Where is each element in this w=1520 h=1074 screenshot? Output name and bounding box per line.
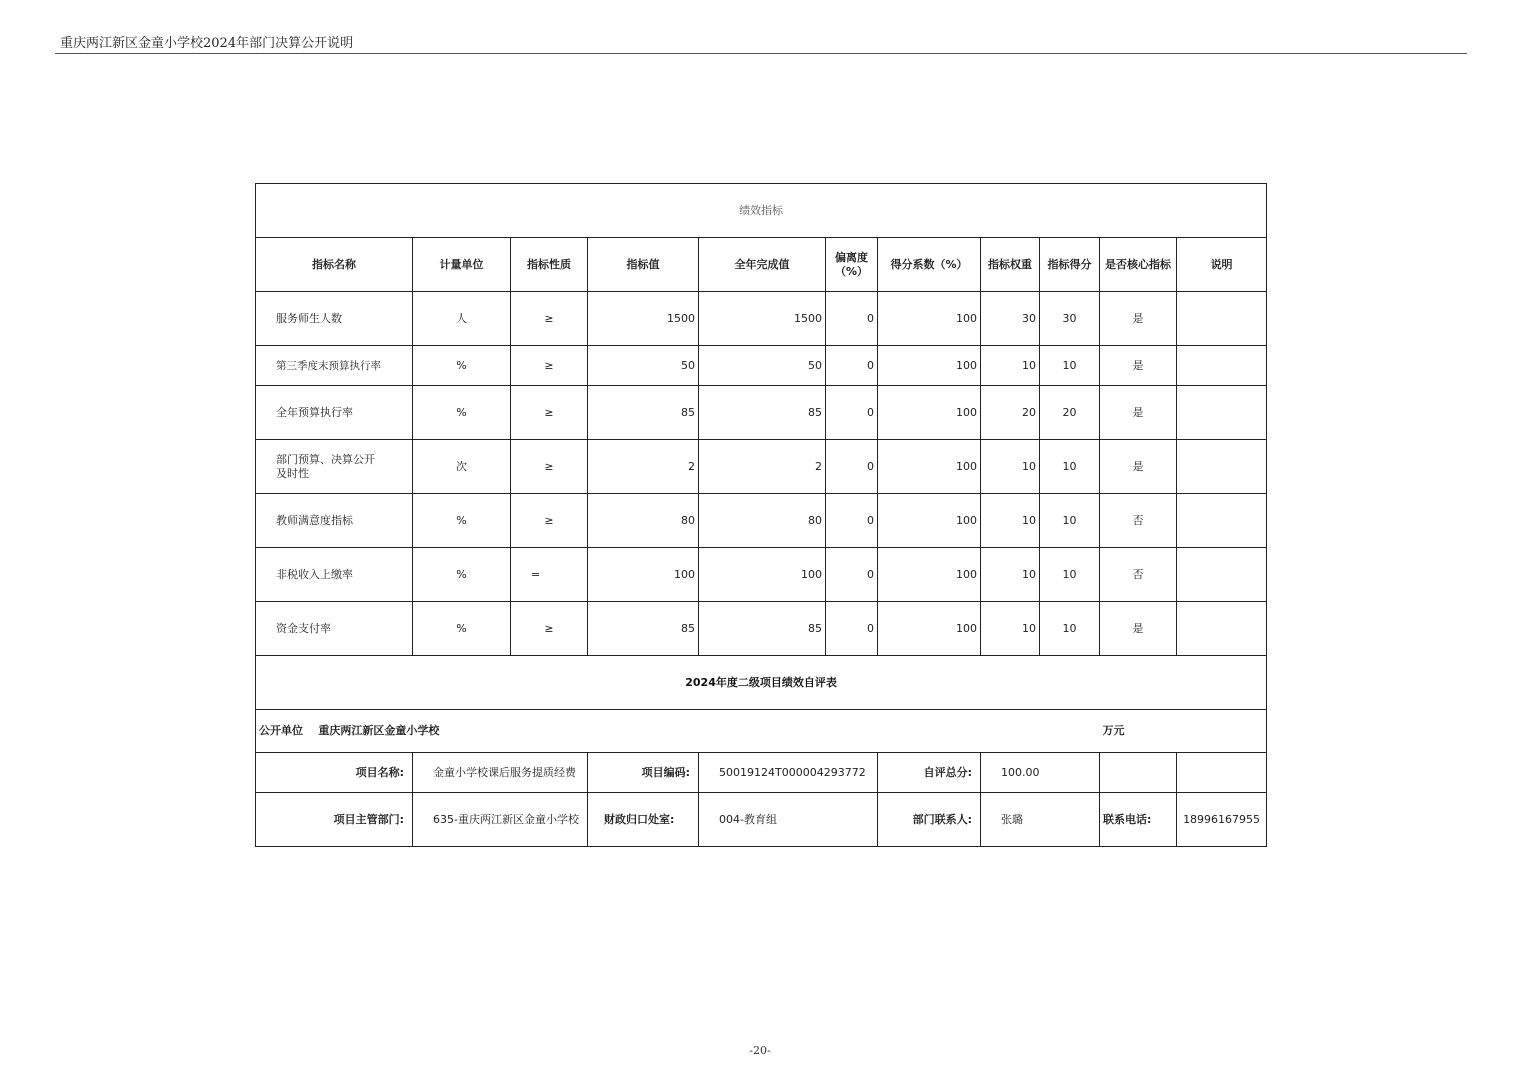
col-header: 得分系数（%） — [878, 238, 981, 292]
col-header: 全年完成值 — [699, 238, 826, 292]
cell-name: 服务师生人数 — [256, 292, 413, 346]
cell-unit: % — [413, 602, 511, 656]
cell-target: 1500 — [588, 292, 699, 346]
cell-score: 30 — [1040, 292, 1100, 346]
cell-actual: 1500 — [699, 292, 826, 346]
project-name-value: 金童小学校课后服务提质经费 — [413, 753, 588, 793]
column-header-row — [256, 238, 1267, 292]
col-header: 指标值 — [588, 238, 699, 292]
cell-note — [1177, 494, 1267, 548]
cell-weight: 10 — [981, 440, 1040, 494]
performance-table — [255, 183, 1267, 847]
cell-core: 是 — [1100, 346, 1177, 386]
cell-nature: ≥ — [511, 292, 588, 346]
cell-deviation: 0 — [826, 386, 878, 440]
cell-unit: % — [413, 346, 511, 386]
info-row-2 — [256, 793, 1267, 847]
cell-target: 80 — [588, 494, 699, 548]
cell-unit: 人 — [413, 292, 511, 346]
cell-coef: 100 — [878, 346, 981, 386]
cell-actual: 80 — [699, 494, 826, 548]
col-header: 指标名称 — [256, 238, 413, 292]
project-name-label: 项目名称: — [256, 753, 413, 793]
col-header: 偏离度（%） — [826, 238, 878, 292]
col-header: 是否核心指标 — [1100, 238, 1177, 292]
contact-value: 张璐 — [981, 793, 1100, 847]
cell-weight: 10 — [981, 548, 1040, 602]
cell-deviation: 0 — [826, 548, 878, 602]
cell-nature: ≥ — [511, 386, 588, 440]
phone-value: 18996167955 — [1177, 793, 1267, 847]
cell-deviation: 0 — [826, 494, 878, 548]
section-title: 绩效指标 — [256, 184, 1267, 238]
cell-score: 10 — [1040, 548, 1100, 602]
cell-weight: 10 — [981, 346, 1040, 386]
dept-value: 635-重庆两江新区金童小学校 — [413, 793, 588, 847]
form-title: 2024年度二级项目绩效自评表 — [256, 656, 1267, 710]
table-row — [256, 292, 1267, 346]
cell-coef: 100 — [878, 440, 981, 494]
unit-row — [256, 710, 1267, 753]
table-row — [256, 440, 1267, 494]
table-row — [256, 386, 1267, 440]
table-row — [256, 346, 1267, 386]
unit-label: 公开单位 — [259, 724, 303, 737]
col-header: 指标性质 — [511, 238, 588, 292]
cell-nature: ≥ — [511, 440, 588, 494]
col-header: 指标权重 — [981, 238, 1040, 292]
cell-coef: 100 — [878, 548, 981, 602]
cell-score: 10 — [1040, 440, 1100, 494]
cell-core: 否 — [1100, 494, 1177, 548]
cell-actual: 50 — [699, 346, 826, 386]
finance-value: 004-教育组 — [699, 793, 878, 847]
cell-name: 资金支付率 — [256, 602, 413, 656]
cell-core: 是 — [1100, 440, 1177, 494]
phone-label: 联系电话: — [1100, 793, 1177, 847]
cell-target: 100 — [588, 548, 699, 602]
cell-deviation: 0 — [826, 602, 878, 656]
cell-unit: % — [413, 494, 511, 548]
cell-core: 是 — [1100, 292, 1177, 346]
cell-coef: 100 — [878, 386, 981, 440]
cell-core: 是 — [1100, 386, 1177, 440]
cell-note — [1177, 292, 1267, 346]
document-header-title: 重庆两江新区金童小学校2024年部门决算公开说明 — [60, 36, 354, 51]
cell-target: 85 — [588, 386, 699, 440]
cell-unit: 次 — [413, 440, 511, 494]
cell-weight: 30 — [981, 292, 1040, 346]
cell-actual: 85 — [699, 602, 826, 656]
cell-name: 教师满意度指标 — [256, 494, 413, 548]
cell-note — [1177, 440, 1267, 494]
self-score-label: 自评总分: — [878, 753, 981, 793]
unit-value: 重庆两江新区金童小学校 — [318, 724, 440, 737]
cell-name: 非税收入上缴率 — [256, 548, 413, 602]
cell-name: 第三季度末预算执行率 — [256, 346, 413, 386]
cell-coef: 100 — [878, 292, 981, 346]
cell-target: 50 — [588, 346, 699, 386]
table-row — [256, 494, 1267, 548]
table-row — [256, 602, 1267, 656]
cell-deviation: 0 — [826, 346, 878, 386]
cell-nature: ≥ — [511, 602, 588, 656]
cell-nature: ≥ — [511, 494, 588, 548]
currency-label: 万元 — [1100, 710, 1267, 753]
cell-unit: % — [413, 386, 511, 440]
cell-nature: = — [511, 548, 588, 602]
cell-note — [1177, 602, 1267, 656]
cell-target: 85 — [588, 602, 699, 656]
cell-deviation: 0 — [826, 292, 878, 346]
empty-cell — [1100, 753, 1177, 793]
unit-cell — [256, 710, 1100, 753]
cell-actual: 2 — [699, 440, 826, 494]
contact-label: 部门联系人: — [878, 793, 981, 847]
cell-note — [1177, 548, 1267, 602]
col-header: 指标得分 — [1040, 238, 1100, 292]
cell-target: 2 — [588, 440, 699, 494]
cell-score: 10 — [1040, 494, 1100, 548]
finance-label: 财政归口处室: — [588, 793, 699, 847]
header-divider — [55, 53, 1467, 54]
cell-name: 部门预算、决算公开及时性 — [256, 440, 413, 494]
cell-actual: 85 — [699, 386, 826, 440]
dept-label: 项目主管部门: — [256, 793, 413, 847]
cell-name: 全年预算执行率 — [256, 386, 413, 440]
page-number: -20- — [749, 1044, 771, 1057]
col-header: 计量单位 — [413, 238, 511, 292]
cell-weight: 10 — [981, 494, 1040, 548]
cell-deviation: 0 — [826, 440, 878, 494]
cell-core: 是 — [1100, 602, 1177, 656]
cell-note — [1177, 346, 1267, 386]
cell-score: 10 — [1040, 602, 1100, 656]
cell-weight: 20 — [981, 386, 1040, 440]
self-score-value: 100.00 — [981, 753, 1100, 793]
cell-score: 10 — [1040, 346, 1100, 386]
col-header: 说明 — [1177, 238, 1267, 292]
cell-unit: % — [413, 548, 511, 602]
cell-core: 否 — [1100, 548, 1177, 602]
info-row-1 — [256, 753, 1267, 793]
empty-cell — [1177, 753, 1267, 793]
cell-coef: 100 — [878, 602, 981, 656]
project-code-value: 50019124T000004293772 — [699, 753, 878, 793]
cell-score: 20 — [1040, 386, 1100, 440]
cell-coef: 100 — [878, 494, 981, 548]
table-row — [256, 548, 1267, 602]
cell-note — [1177, 386, 1267, 440]
cell-nature: ≥ — [511, 346, 588, 386]
cell-actual: 100 — [699, 548, 826, 602]
project-code-label: 项目编码: — [588, 753, 699, 793]
cell-weight: 10 — [981, 602, 1040, 656]
